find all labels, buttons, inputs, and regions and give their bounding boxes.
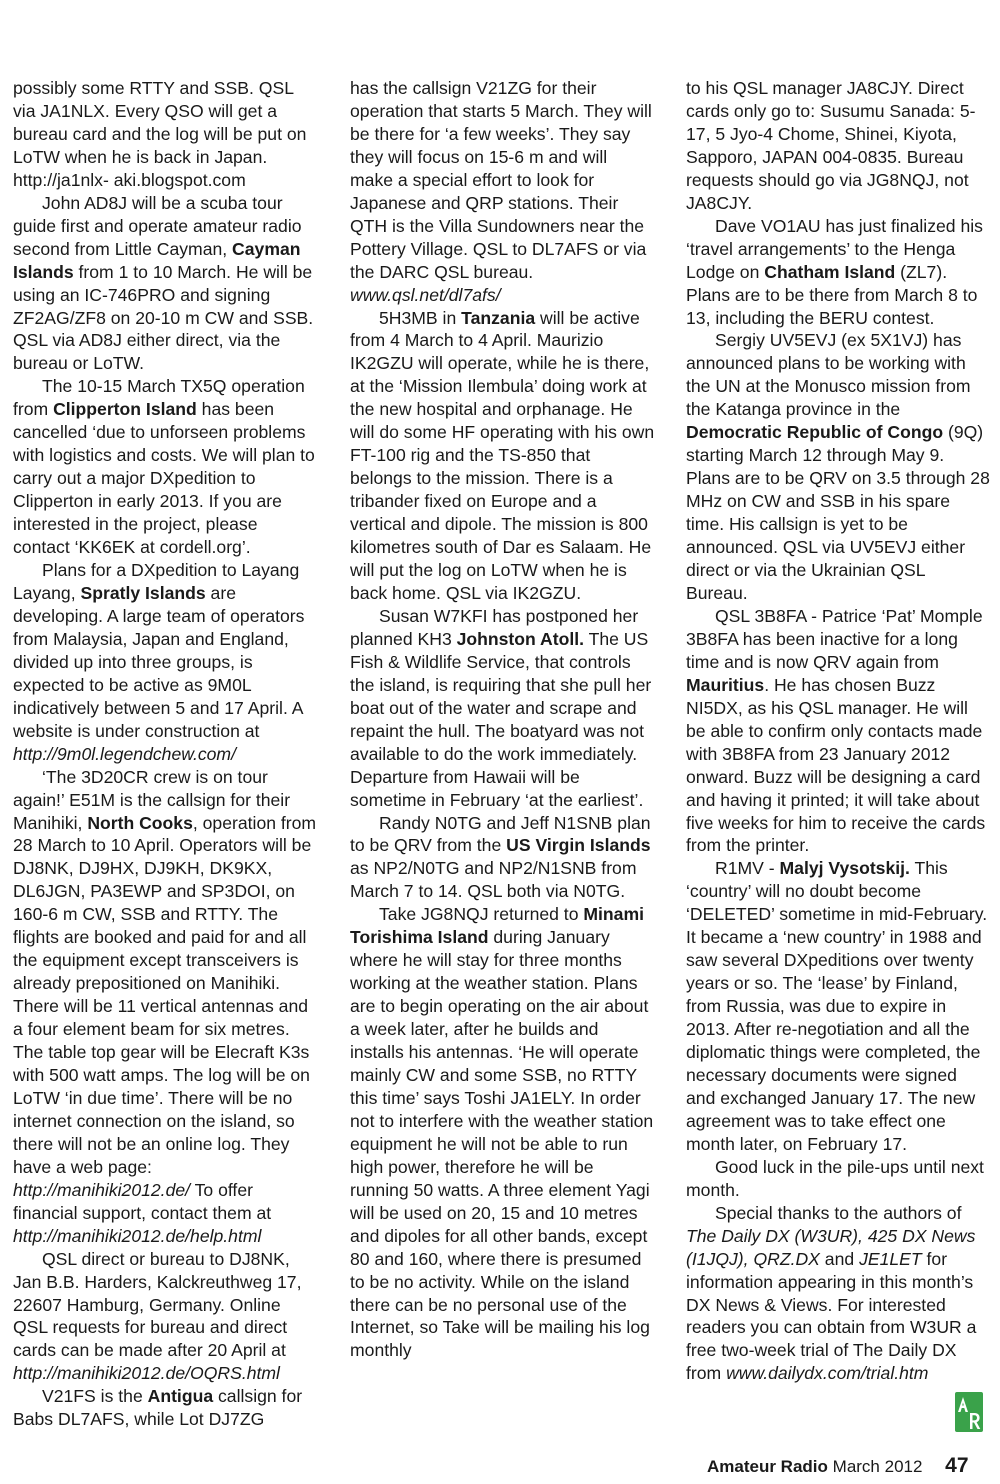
text-run: has the callsign V21ZG for their operation that starts 5 March. They will be there for ‘a few weeks’. They say they will focus on 15-6 m and will make a special effort to look for Japanese and QRP stations. Their QTH is the Villa Sundowners near the Pottery Village. QSL to DL7AFS or via the DARC QSL bureau. <box>350 78 652 282</box>
bold-text: Clipperton Island <box>53 399 197 420</box>
article-column-1 <box>13 77 318 1431</box>
bold-text: Cayman Islands <box>13 238 301 282</box>
text-run: (ZL7). Plans are to be there from March 8 to 13, including the BERU contest. <box>686 261 978 328</box>
text-run: Sergiy UV5EVJ (ex 5X1VJ) has announced plans to be working with the UN at the Monusco mission from the Katanga province in the <box>686 330 971 420</box>
text-run: The 10-15 March TX5Q operation from <box>13 376 305 420</box>
text-run: . He has chosen Buzz NI5DX, as his QSL manager. He will be able to confirm only contacts made with 3B8FA from 23 January 2012 onward. Buzz will be designing a card and having it printed; it will take about five weeks for him to receive the cards from the printer. <box>686 674 986 856</box>
italic-text: http://9m0l.legendchew.com/ <box>13 743 236 764</box>
paragraph <box>686 1202 991 1386</box>
text-run: from 1 to 10 March. He will be using an IC-746PRO and signing ZF2AG/ZF8 on 20-10 m CW and SSB. QSL via AD8J either direct, via the bureau or LoTW. <box>13 261 314 374</box>
paragraph <box>13 559 318 766</box>
text-run: Randy N0TG and Jeff N1SNB plan to be QRV from the <box>350 812 651 856</box>
text-run: 5H3MB in <box>379 307 462 328</box>
italic-text: http://manihiki2012.de/OQRS.html <box>13 1363 280 1384</box>
text-run: callsign for Babs DL7AFS, while Lot DJ7ZG <box>13 1386 303 1430</box>
paragraph <box>13 1248 318 1386</box>
bold-text: Tanzania <box>461 307 536 328</box>
paragraph <box>686 329 991 604</box>
text-run: , operation from 28 March to 10 April. Operators will be DJ8NK, DJ9HX, DJ9KH, DK9KX, DL6JGN, PA3EWP and SP3DOI, on 160-6 m CW, SSB and RTTY. The flights are booked and paid for and all the equipment except transceivers is already prepositioned on Manihiki. There will be 11 vertical antennas and a four element beam for six metres. The table top gear will be Elecraft K3s with 500 watt amps. The log will be on LoTW ‘in due time’. There will be no internet connection on the island, so there will not be an online log. They have a web page: <box>13 812 317 1177</box>
italic-text: http://manihiki2012.de/help.html <box>13 1225 262 1246</box>
text-run: will be active from 4 March to 4 April. Maurizio IK2GZU will operate, while he is there, at the ‘Mission Ilembula’ doing work at the new hospital and orphanage. He will do some HF operating with his own FT-100 rig and the TS-850 that belongs to the mission. There is a tribander fixed on Europe and a vertical and dipole. The mission is 800 kilometres south of Dar es Salaam. He will put the log on LoTW when he is back home. QSL via IK2GZU. <box>350 307 655 603</box>
paragraph <box>13 77 318 192</box>
bold-text: Malyj Vysotskij. <box>779 858 910 879</box>
text-run: possibly some RTTY and SSB. QSL via JA1NLX. Every QSO will get a bureau card and the log will be put on LoTW when he is back in Japan. http://ja1nlx- aki.blogspot.com <box>13 78 307 190</box>
text-run: QSL direct or bureau to DJ8NK, Jan B.B. Harders, Kalckreuthweg 17, 22607 Hamburg, Germany. Online QSL requests for bureau and direct cards can be made after 20 April at <box>13 1248 302 1361</box>
text-run: Good luck in the pile-ups until next month. <box>686 1156 984 1200</box>
text-run: Plans for a DXpedition to Layang Layang, <box>13 560 300 603</box>
paragraph <box>350 812 655 904</box>
paragraph <box>686 605 991 857</box>
text-run: To offer financial support, contact them at <box>13 1179 272 1223</box>
italic-text: www.qsl.net/dl7afs/ <box>350 284 501 305</box>
paragraph <box>686 77 991 215</box>
italic-text: JE1LET <box>859 1248 922 1269</box>
ar-logo-icon <box>955 1392 983 1432</box>
text-run: (9Q) starting March 12 through May 9. Plans are to be QRV on 3.5 through 28 MHz on CW and SSB in his spare time. His callsign is yet to be announced. QSL via UV5EVJ either direct or via the Ukrainian QSL Bureau. <box>686 422 990 603</box>
bold-text: Antigua <box>147 1386 214 1407</box>
text-run: during January where he will stay for three months working at the weather station. Plans are to begin operating on the air about a week later, after he builds and installs his antennas. ‘He will operate mainly CW and some SSB, no RTTY this time’ says Toshi JA1ELY. In order not to interfere with the weather station equipment he will not be able to run high power, therefore he will be running 50 watts. A three element Yagi will be used on 20, 15 and 10 metres and dipoles for all other bands, except 80 and 160, where there is presumed to be no activity. While on the island there can be no personal use of the Internet, so Take will be mailing his log monthly <box>350 927 654 1361</box>
text-run: to his QSL manager JA8CJY. Direct cards only go to: Susumu Sanada: 5-17, 5 Jyo-4 Chome, Shinei, Kiyota, Sapporo, JAPAN 004-0835. Bureau requests should go via JG8NQJ, not JA8CJY. <box>686 78 976 213</box>
italic-text: www.dailydx.com/trial.htm <box>726 1363 929 1384</box>
text-run: Take JG8NQJ returned to <box>379 904 584 925</box>
paragraph <box>350 307 655 605</box>
article-column-3 <box>686 77 991 1385</box>
article-column-2 <box>350 77 655 1362</box>
text-run: This ‘country’ will no doubt become ‘DELETED’ sometime in mid-February. It became a ‘new country’ in 1988 and saw several DXpeditions over twenty years or so. The ‘lease’ by Finland, from Russia, was due to expire in 2013. After re-negotiation and all the diplomatic things were completed, the necessary documents were signed and exchanged January 17. The new agreement was to take effect one month later, on February 17. <box>686 858 988 1154</box>
bold-text: Minami Torishima Island <box>350 904 644 948</box>
text-run: John AD8J will be a scuba tour guide first and operate amateur radio second from Little Cayman, <box>13 192 302 259</box>
italic-text: http://manihiki2012.de/ <box>13 1179 191 1200</box>
bold-text: US Virgin Islands <box>506 835 651 856</box>
bold-text: North Cooks <box>87 812 193 833</box>
paragraph <box>13 766 318 1248</box>
page-footer <box>707 1455 969 1478</box>
text-run: Susan W7KFI has postponed her planned KH3 <box>350 605 639 649</box>
paragraph <box>350 605 655 812</box>
paragraph <box>350 77 655 307</box>
text-run: has been cancelled ‘due to unforseen problems with logistics and costs. We will plan to carry out a major DXpedition to Clipperton in early 2013. If you are interested in the project, please contact ‘KK6EK at cordell.org’. <box>13 399 315 558</box>
text-run: V21FS is the <box>42 1386 148 1407</box>
text-run: for information appearing in this month’s DX News & Views. For interested readers you can obtain from W3UR a free two-week trial of The Daily DX from <box>686 1248 977 1384</box>
paragraph <box>686 215 991 330</box>
paragraph <box>13 375 318 559</box>
paragraph <box>350 903 655 1362</box>
text-run: Dave VO1AU has just finalized his ‘travel arrangements’ to the Henga Lodge on <box>686 215 983 282</box>
magazine-name: Amateur Radio <box>707 1457 828 1476</box>
bold-text: Democratic Republic of Congo <box>686 422 944 443</box>
bold-text: Johnston Atoll. <box>456 628 584 649</box>
text-run: Special thanks to the authors of <box>715 1202 962 1223</box>
text-run: as NP2/N0TG and NP2/N1SNB from March 7 to 14. QSL both via N0TG. <box>350 858 637 902</box>
italic-text: The Daily DX (W3UR), 425 DX News (I1JQJ), QRZ.DX <box>686 1225 976 1269</box>
text-run: QSL 3B8FA - Patrice ‘Pat’ Momple 3B8FA has been inactive for a long time and is now QRV again from <box>686 605 983 672</box>
bold-text: Spratly Islands <box>80 582 206 603</box>
text-run: are developing. A large team of operators from Malaysia, Japan and England, divided up into three groups, is expected to be active as 9M0L indicatively between 5 and 17 April. A website is under construction at <box>13 582 305 741</box>
issue-date: March 2012 <box>832 1457 923 1476</box>
paragraph <box>686 857 991 1155</box>
text-run: ‘The 3D20CR crew is on tour again!’ E51M is the callsign for their Manihiki, <box>13 766 291 833</box>
text-run: and <box>819 1248 860 1269</box>
paragraph <box>13 192 318 376</box>
paragraph <box>13 1385 318 1431</box>
text-run: R1MV - <box>715 858 780 879</box>
text-run: The US Fish & Wildlife Service, that controls the island, is requiring that she pull her boat out of the water and scrape and repaint the hull. The boatyard was not available to do the work immediately. Departure from Hawaii will be sometime in February ‘at the earliest’. <box>350 628 652 810</box>
page-number: 47 <box>945 1454 969 1477</box>
bold-text: Chatham Island <box>764 261 896 282</box>
bold-text: Mauritius <box>686 674 765 695</box>
paragraph <box>686 1156 991 1202</box>
